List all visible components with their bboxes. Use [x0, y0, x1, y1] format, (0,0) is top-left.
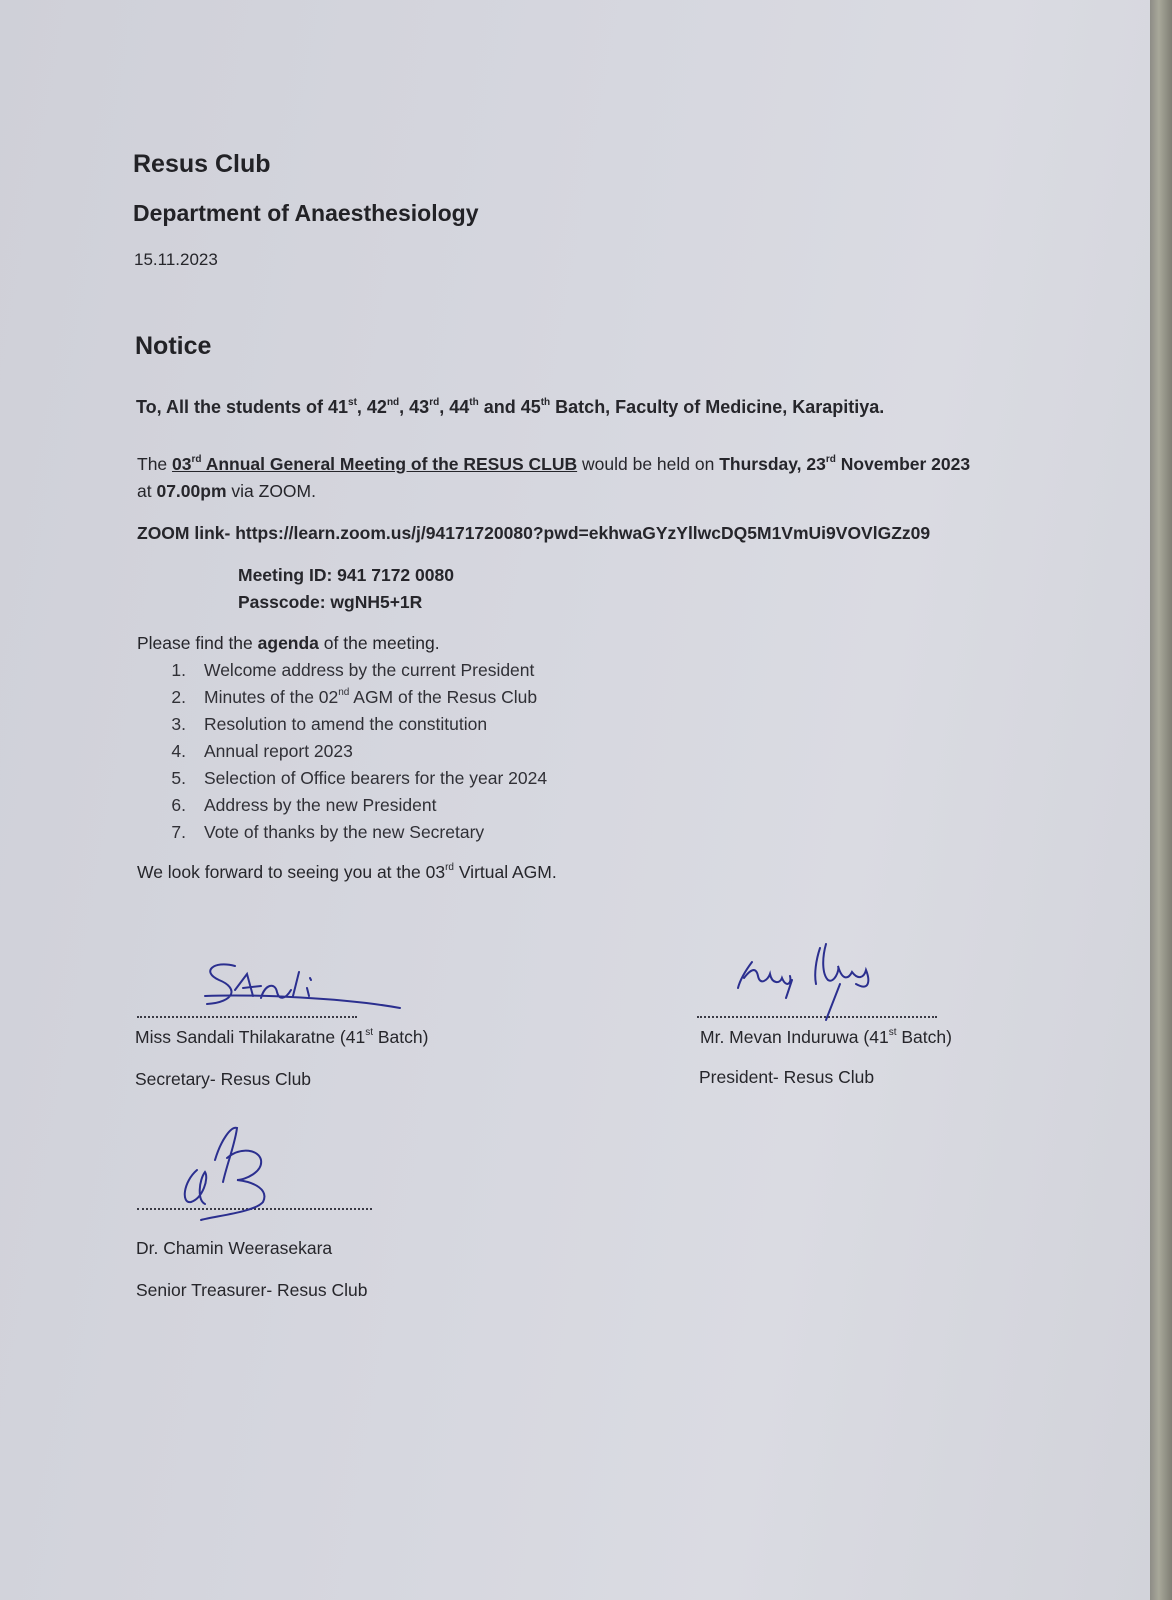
- treasurer-signature: [175, 1120, 295, 1230]
- president-signature: [730, 940, 890, 1030]
- agenda-item: Annual report 2023: [204, 741, 353, 761]
- secretary-role: Secretary- Resus Club: [135, 1069, 312, 1089]
- agenda-number: 6.: [171, 795, 186, 815]
- agenda-number: 7.: [171, 822, 186, 842]
- addressee-line: To, All the students of 41st, 42nd, 43rd, 44th and 45th Batch, Faculty of Medicine, Karapitiya.: [136, 397, 885, 417]
- agenda-number: 2.: [171, 687, 186, 707]
- meeting-paragraph-line2: at 07.00pm via ZOOM.: [137, 481, 316, 501]
- secretary-signature: [195, 960, 405, 1030]
- agenda-number: 5.: [171, 768, 186, 788]
- department-name: Department of Anaesthesiology: [133, 200, 479, 226]
- agenda-number: 1.: [171, 660, 186, 680]
- notice-date: 15.11.2023: [134, 250, 218, 269]
- president-role: President- Resus Club: [699, 1067, 875, 1087]
- closing-line: We look forward to seeing you at the 03rd Virtual AGM.: [137, 862, 557, 882]
- agenda-item: Selection of Office bearers for the year 2024: [204, 768, 548, 788]
- treasurer-name: Dr. Chamin Weerasekara: [136, 1238, 333, 1258]
- president-name: Mr. Mevan Induruwa (41st Batch): [700, 1027, 952, 1047]
- meeting-title: 03rd Annual General Meeting of the RESUS CLUB: [172, 454, 578, 474]
- agenda-item: Resolution to amend the constitution: [204, 714, 488, 734]
- notice-title: Notice: [135, 332, 212, 360]
- paper-edge-background: [1150, 0, 1172, 1600]
- secretary-name: Miss Sandali Thilakaratne (41st Batch): [135, 1027, 429, 1047]
- meeting-paragraph-line1: The 03rd Annual General Meeting of the RESUS CLUB would be held on Thursday, 23rd November 2023: [137, 454, 971, 474]
- agenda-number: 4.: [171, 741, 186, 761]
- passcode: Passcode: wgNH5+1R: [238, 592, 423, 612]
- agenda-item: Vote of thanks by the new Secretary: [204, 822, 485, 842]
- treasurer-role: Senior Treasurer- Resus Club: [136, 1280, 368, 1300]
- zoom-link-url[interactable]: https://learn.zoom.us/j/94171720080?pwd=ekhwaGYzYllwcDQ5M1VmUi9VOVlGZz09: [235, 523, 931, 543]
- agenda-intro: Please find the agenda of the meeting.: [137, 633, 440, 653]
- agenda-item: Address by the new President: [204, 795, 437, 815]
- meeting-id: Meeting ID: 941 7172 0080: [238, 565, 454, 585]
- zoom-link-line: ZOOM link- https://learn.zoom.us/j/94171720080?pwd=ekhwaGYzYllwcDQ5M1VmUi9VOVlGZz09: [137, 523, 931, 543]
- agenda-number: 3.: [171, 714, 186, 734]
- agenda-item: Minutes of the 02nd AGM of the Resus Club: [204, 687, 538, 707]
- agenda-item: Welcome address by the current President: [204, 660, 535, 680]
- club-name: Resus Club: [133, 150, 271, 178]
